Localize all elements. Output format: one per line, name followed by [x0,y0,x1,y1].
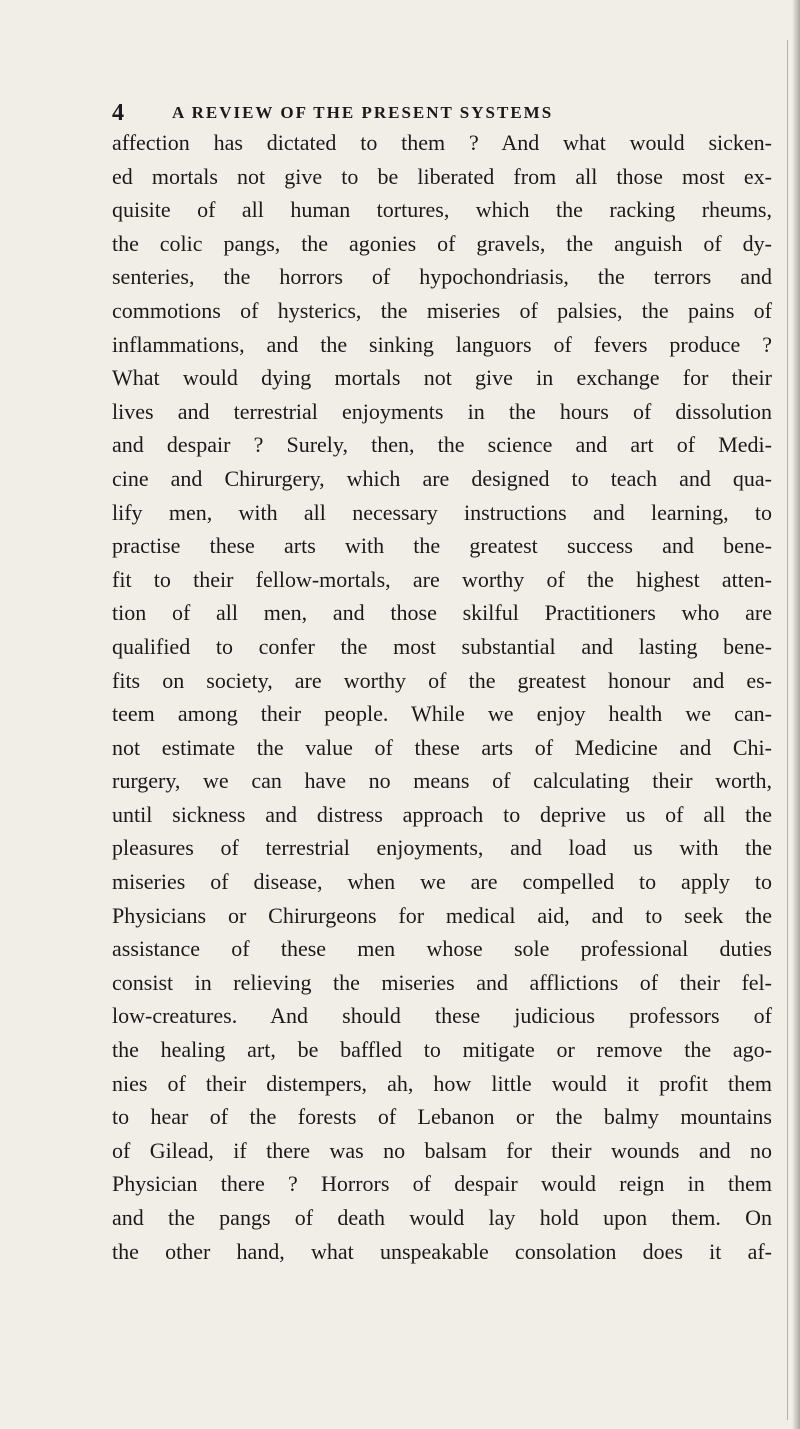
text-line: until sickness and distress approach to deprive us of all the [112,801,772,827]
text-line: low-creatures. And should these judicious professors of [112,1003,772,1029]
text-line: inflammations, and the sinking languors of fevers produce ? [112,331,772,357]
body-text [112,126,772,1268]
text-line: the colic pangs, the agonies of gravels, the anguish of dy- [112,230,772,256]
text-line: fits on society, are worthy of the greatest honour and es- [112,667,772,693]
text-line: affection has dictated to them ? And what would sicken- [112,130,772,155]
text-line: fit to their fellow-mortals, are worthy of the highest atten- [112,566,772,592]
text-line: commotions of hysterics, the miseries of palsies, the pains of [112,297,772,323]
text-line: ed mortals not give to be liberated from all those most ex- [112,163,772,189]
text-line: practise these arts with the greatest success and bene- [112,533,772,559]
text-line: the other hand, what unspeakable consolation does it af- [112,1238,772,1264]
text-line: cine and Chirurgery, which are designed to teach and qua- [112,465,772,491]
running-head: A REVIEW OF THE PRESENT SYSTEMS [172,103,554,122]
text-line: pleasures of terrestrial enjoyments, and load us with the [112,835,772,861]
text-line: the healing art, be baffled to mitigate or remove the ago- [112,1037,772,1063]
text-line: What would dying mortals not give in exchange for their [112,365,772,391]
text-line: quisite of all human tortures, which the racking rheums, [112,197,772,223]
text-line: teem among their people. While we enjoy health we can- [112,701,772,727]
text-line: Physician there ? Horrors of despair would reign in them [112,1171,772,1197]
text-line: miseries of disease, when we are compelled to apply to [112,869,772,895]
text-line: to hear of the forests of Lebanon or the balmy mountains [112,1104,772,1130]
text-line: senteries, the horrors of hypochondriasis, the terrors and [112,264,772,290]
page-edge-line [787,40,788,1420]
text-line: and the pangs of death would lay hold upon them. On [112,1205,772,1230]
page-edge-shadow [792,0,800,1429]
text-line: nies of their distempers, ah, how little would it profit them [112,1070,772,1096]
text-line: tion of all men, and those skilful Practitioners who are [112,600,772,626]
text-line: and despair ? Surely, then, the science and art of Medi- [112,432,772,458]
text-line: of Gilead, if there was no balsam for their wounds and no [112,1137,772,1163]
page-number: 4 [112,100,124,126]
text-line: Physicians or Chirurgeons for medical aid, and to seek the [112,902,772,928]
text-line: rurgery, we can have no means of calculating their worth, [112,768,772,794]
text-line: lives and terrestrial enjoyments in the hours of dissolution [112,398,772,424]
text-line: assistance of these men whose sole professional duties [112,936,772,962]
text-line: qualified to confer the most substantial and lasting bene- [112,633,772,659]
text-line: lify men, with all necessary instructions and learning, to [112,499,772,525]
text-line: not estimate the value of these arts of Medicine and Chi- [112,734,772,760]
text-line: consist in relieving the miseries and afflictions of their fel- [112,969,772,995]
page-header [112,98,672,128]
